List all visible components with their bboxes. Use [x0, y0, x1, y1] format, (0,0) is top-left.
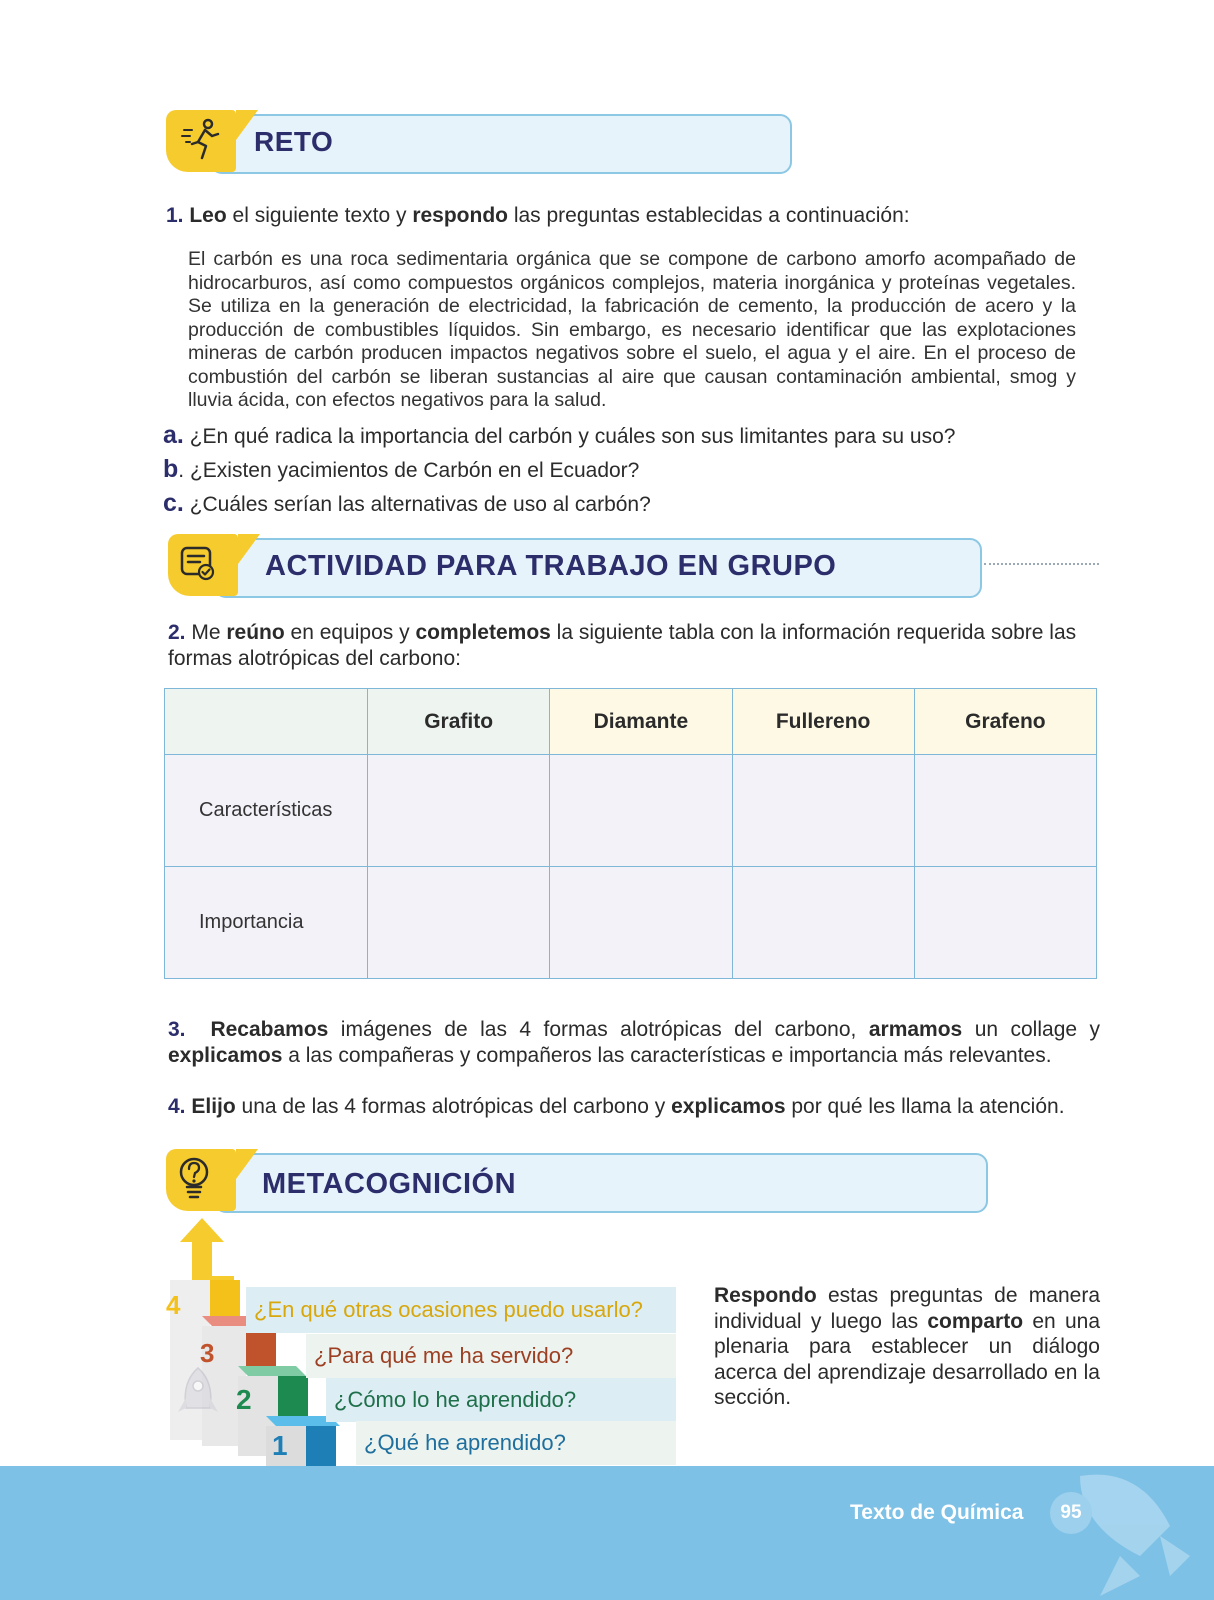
step-number-3: 3 [200, 1338, 215, 1368]
running-person-icon [178, 116, 226, 164]
lightbulb-question-icon [176, 1156, 216, 1200]
answer-cell[interactable] [368, 867, 550, 979]
step-label-4: ¿En qué otras ocasiones puedo usarlo? [246, 1287, 676, 1333]
header-fullereno: Fullereno [732, 689, 914, 755]
table-row [165, 867, 1097, 979]
header-grafeno: Grafeno [914, 689, 1096, 755]
step-number-4: 4 [166, 1290, 181, 1320]
answer-cell[interactable] [550, 867, 732, 979]
answer-cell[interactable] [550, 755, 732, 867]
question-1b: b. ¿Existen yacimientos de Carbón en el Ecuador? [163, 455, 640, 483]
answer-cell[interactable] [368, 755, 550, 867]
page-number: 95 [1060, 1502, 1082, 1523]
answer-cell[interactable] [732, 755, 914, 867]
step-label-3: ¿Para qué me ha servido? [306, 1334, 676, 1378]
header-dotted-rule [984, 563, 1099, 565]
table-row [165, 755, 1097, 867]
answer-cell[interactable] [914, 755, 1096, 867]
checklist-icon [178, 544, 218, 584]
allotropes-table [164, 688, 1097, 979]
step-number-1: 1 [272, 1430, 288, 1461]
answer-cell[interactable] [732, 867, 914, 979]
coal-passage: El carbón es una roca sedimentaria orgánica que se compone de carbono amorfo acompañado de hidrocarburos, así como compuestos orgánicos complejos, materia inorgánica y proteínas vegetales. Se utiliza en la generación de electricidad, la fabricación de cemento, la producción de acero y la producción de combustibles líquidos. Sin embargo, es necesario identificar que las explotaciones mineras de carbón producen impactos negativos sobre el suelo, el agua y el aire. En el proceso de combustión del carbón se liberan sustancias al aire que causan contaminación ambiental, smog y lluvia ácida, con efectos negativos para la salud. [188, 248, 1076, 411]
row-label-caracteristicas: Características [165, 755, 368, 867]
book-title: Texto de Química [850, 1501, 1024, 1524]
row-label-importancia: Importancia [165, 867, 368, 979]
reto-title: RETO [254, 126, 334, 157]
question-3: 3. Recabamos imágenes de las 4 formas alotrópicas del carbono, armamos un collage y explicamos a las compañeras y compañeros las características e importancia más relevantes. [168, 1018, 1101, 1067]
answer-cell[interactable] [914, 867, 1096, 979]
table-corner-cell [165, 689, 368, 755]
question-1c: c. ¿Cuáles serían las alternativas de uso al carbón? [163, 489, 651, 517]
group-activity-title: ACTIVIDAD PARA TRABAJO EN GRUPO [265, 550, 837, 582]
question-2: 2. Me reúno en equipos y completemos la siguiente tabla con la información requerida sobre las formas alotrópicas del carbono: [168, 621, 1077, 670]
step-label-2: ¿Cómo lo he aprendido? [326, 1378, 676, 1422]
header-grafito: Grafito [368, 689, 550, 755]
step-label-1: ¿Qué he aprendido? [356, 1421, 676, 1465]
rocket-watermark-icon [1060, 1466, 1190, 1600]
metacognition-title: METACOGNICIÓN [262, 1168, 517, 1200]
page-footer [0, 1466, 1214, 1600]
question-1: 1. Leo el siguiente texto y respondo las preguntas establecidas a continuación: [166, 204, 910, 227]
header-diamante: Diamante [550, 689, 732, 755]
metacognition-instructions: Respondo estas preguntas de manera individual y luego las comparto en una plenaria para establecer un diálogo acerca del aprendizaje desarrollado en la sección. [714, 1284, 1100, 1409]
question-4: 4. Elijo una de las 4 formas alotrópicas del carbono y explicamos por qué les llama la atención. [168, 1095, 1065, 1118]
question-1a: a. ¿En qué radica la importancia del carbón y cuáles son sus limitantes para su uso? [163, 421, 956, 449]
step-number-2: 2 [236, 1384, 252, 1415]
